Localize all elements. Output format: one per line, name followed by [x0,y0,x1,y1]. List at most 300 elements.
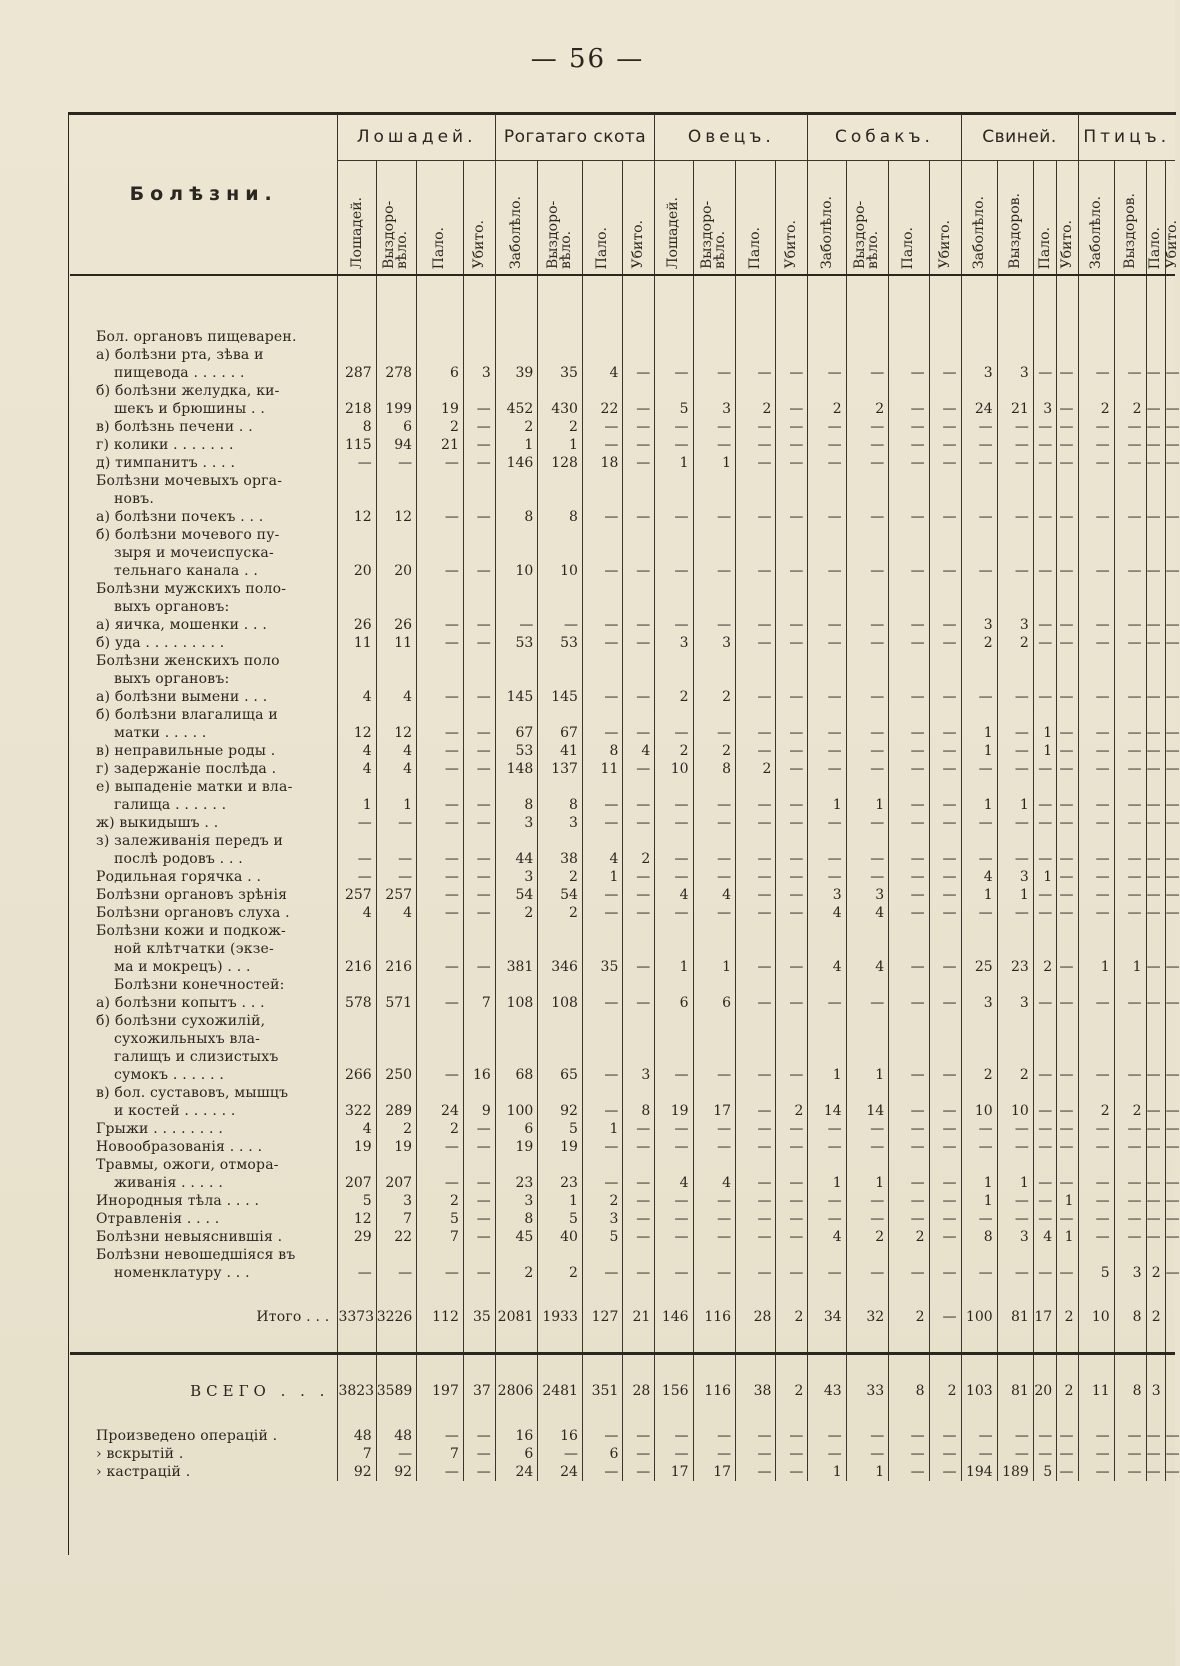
table-cell [463,580,495,598]
column-subheader [889,161,929,276]
table-cell: 3 [808,886,846,904]
table-cell: 65 [538,1066,583,1084]
table-row [70,688,1175,706]
table-cell: 108 [538,994,583,1012]
table-cell: — [736,508,776,526]
table-cell [1114,976,1146,994]
table-cell [961,778,997,796]
table-cell: — [693,1192,736,1210]
table-cell: — [463,562,495,580]
table-cell [1078,544,1114,562]
table-cell [961,832,997,850]
table-cell: — [623,886,655,904]
row-label: Травмы, ожоги, отмора- [96,1157,279,1173]
table-cell [623,922,655,940]
table-cell [538,940,583,958]
table-cell: — [736,1138,776,1156]
table-cell: — [623,868,655,886]
table-cell: — [736,994,776,1012]
table-cell: 14 [846,1102,889,1120]
table-cell: — [1078,634,1114,652]
table-cell [889,1030,929,1048]
table-cell [776,328,808,346]
table-cell [1078,1084,1114,1102]
table-cell: 2 [997,634,1033,652]
table-cell [417,976,464,994]
table-row [70,1192,1175,1210]
table-cell [417,922,464,940]
table-cell: — [1146,1174,1165,1192]
table-cell [623,1246,655,1264]
table-cell: 5 [655,400,693,418]
table-cell: 4 [808,958,846,976]
table-cell [463,382,495,400]
table-cell [338,1030,376,1048]
table-row [70,1012,1175,1030]
table-cell: — [582,562,622,580]
table-cell [495,940,538,958]
table-cell: — [1078,364,1114,382]
table-cell: — [776,1264,808,1282]
table-cell [776,526,808,544]
table-cell: — [997,1264,1033,1282]
table-cell: — [776,1138,808,1156]
table-cell: — [538,616,583,634]
table-cell: 5 [338,1192,376,1210]
table-cell: — [1146,436,1165,454]
row-label: з) залеживанія передъ и [96,833,284,849]
table-cell [1165,652,1175,670]
table-row [70,814,1175,832]
table-cell: — [736,418,776,436]
table-cell [1033,382,1056,400]
table-cell [929,940,961,958]
table-cell: 430 [538,400,583,418]
table-cell: 3589 [376,1354,416,1428]
table-cell [961,526,997,544]
table-cell: — [1057,760,1078,778]
table-cell: — [463,400,495,418]
table-cell [1057,328,1078,346]
table-cell: — [655,904,693,922]
table-cell [1078,670,1114,688]
table-cell: — [1057,958,1078,976]
table-cell [463,346,495,364]
table-cell [655,382,693,400]
table-cell [1033,976,1056,994]
table-cell [417,1030,464,1048]
table-cell [338,1084,376,1102]
table-row [70,1138,1175,1156]
table-cell: 2 [736,400,776,418]
table-cell [846,1012,889,1030]
row-label: г) задержаніе послѣда . [96,761,277,777]
table-cell: — [846,742,889,760]
table-cell: — [1165,455,1180,471]
table-cell [1165,472,1175,490]
table-cell [338,1246,376,1264]
table-cell [1078,940,1114,958]
table-cell [623,598,655,616]
row-label: Болѣзни невыяснившія . [96,1229,283,1245]
table-cell [655,580,693,598]
table-cell: — [1033,760,1056,778]
table-cell: — [693,724,736,742]
table-cell: — [889,814,929,832]
table-cell: — [1057,994,1078,1012]
table-cell [495,1048,538,1066]
table-cell [1057,652,1078,670]
table-cell: — [1165,1193,1180,1209]
table-cell [495,382,538,400]
table-cell [655,670,693,688]
table-cell: — [623,1138,655,1156]
table-cell [1114,1030,1146,1048]
table-cell: — [1165,365,1180,381]
row-label: номенклатуру . . . [114,1265,250,1281]
table-cell [417,832,464,850]
table-cell [1165,1354,1175,1428]
table-cell: 2 [1114,400,1146,418]
table-cell: — [1033,634,1056,652]
table-cell [776,472,808,490]
table-cell [1114,490,1146,508]
table-cell [961,1156,997,1174]
table-cell: 2 [417,1192,464,1210]
table-cell [929,544,961,562]
table-cell: 2 [1078,1102,1114,1120]
table-cell [889,382,929,400]
table-cell [376,1012,416,1030]
table-cell: — [1146,1120,1165,1138]
table-cell [1146,1084,1165,1102]
table-cell [961,544,997,562]
table-cell: — [929,688,961,706]
table-cell [1057,778,1078,796]
spacer-row [70,275,1175,328]
table-cell: 207 [338,1174,376,1192]
table-cell: 3 [693,634,736,652]
table-cell: — [1165,1428,1180,1444]
table-cell: 146 [655,1282,693,1354]
table-cell [776,940,808,958]
column-subheader-label: Лошадей. [348,196,365,269]
table-cell: 35 [538,364,583,382]
table-cell [693,328,736,346]
table-cell: — [693,508,736,526]
table-cell [582,976,622,994]
table-cell: — [1057,850,1078,868]
table-cell [776,382,808,400]
table-cell: — [1146,868,1165,886]
table-cell: — [1114,994,1146,1012]
table-cell [495,832,538,850]
table-cell: — [1057,400,1078,418]
table-cell [582,1084,622,1102]
table-cell [846,976,889,994]
table-cell [736,1048,776,1066]
group-header: Птицъ. [1078,114,1175,161]
table-cell: 278 [376,364,416,382]
table-cell: — [889,994,929,1012]
table-cell: — [1165,1446,1180,1462]
table-cell: 1 [495,436,538,454]
table-cell [693,832,736,850]
table-cell: — [1033,994,1056,1012]
table-cell: — [1114,796,1146,814]
table-cell: — [776,724,808,742]
table-cell: — [1033,688,1056,706]
table-cell: 11 [376,634,416,652]
table-cell [582,1030,622,1048]
table-cell [1078,706,1114,724]
table-row [70,832,1175,850]
table-cell [1078,832,1114,850]
table-cell: 4 [338,742,376,760]
column-subheader-label: Пало. [747,226,764,269]
table-cell: — [929,1445,961,1463]
table-cell: 1933 [538,1282,583,1354]
group-header: Рогатаго скота [495,114,655,161]
table-cell [1165,328,1175,346]
table-cell: — [736,1192,776,1210]
table-cell: 2 [846,1228,889,1246]
row-label: б) уда . . . . . . . . . [96,635,225,651]
table-cell: — [463,868,495,886]
table-cell [623,544,655,562]
table-row [70,904,1175,922]
table-cell [961,1084,997,1102]
table-cell [623,706,655,724]
column-subheader [693,161,736,276]
table-cell: 6 [582,1445,622,1463]
column-subheader [417,161,464,276]
table-cell [808,670,846,688]
table-cell: 53 [538,634,583,652]
table-cell [997,670,1033,688]
table-cell: — [1033,886,1056,904]
table-cell: 1 [655,454,693,472]
table-cell: 10 [1078,1282,1114,1354]
table-cell: — [655,1264,693,1282]
table-cell: — [1057,886,1078,904]
row-label: Болѣзни мочевыхъ орга- [96,473,283,489]
table-cell: — [623,400,655,418]
table-cell: — [889,886,929,904]
table-cell [1078,472,1114,490]
table-cell [808,1012,846,1030]
table-cell: — [736,634,776,652]
table-cell: — [1146,1192,1165,1210]
table-cell: — [1114,508,1146,526]
table-cell [376,1246,416,1264]
table-cell [736,1156,776,1174]
table-cell [808,1048,846,1066]
table-cell: 4 [961,868,997,886]
table-cell: — [808,1210,846,1228]
table-cell: — [961,1445,997,1463]
table-cell [1146,1246,1165,1264]
table-cell: — [623,958,655,976]
table-cell: — [889,616,929,634]
table-cell [889,598,929,616]
table-cell: 257 [338,886,376,904]
table-cell [961,346,997,364]
table-cell: — [623,1463,655,1481]
table-cell: 38 [736,1354,776,1428]
table-cell: 9 [463,1102,495,1120]
table-cell: — [623,1192,655,1210]
table-cell: — [538,1445,583,1463]
table-cell: 2 [417,1120,464,1138]
table-cell [929,598,961,616]
table-cell: 146 [495,454,538,472]
table-cell: — [1114,616,1146,634]
column-subheader [808,161,846,276]
disease-statistics-table [70,114,1180,1481]
table-cell: 11 [1078,1354,1114,1428]
table-cell [417,1156,464,1174]
table-cell [538,670,583,688]
table-cell [495,670,538,688]
table-cell: — [846,850,889,868]
table-cell [846,706,889,724]
table-cell [846,940,889,958]
table-cell: — [846,724,889,742]
table-cell [997,1156,1033,1174]
table-cell: 346 [538,958,583,976]
table-cell: 22 [582,400,622,418]
table-cell: — [1078,688,1114,706]
table-cell [376,1084,416,1102]
table-cell: — [846,688,889,706]
row-label: д) тимпанитъ . . . . [96,455,236,471]
table-cell [655,940,693,958]
table-cell [495,1246,538,1264]
table-cell: 4 [1033,1228,1056,1246]
table-cell: — [1057,1174,1078,1192]
table-cell: 6 [693,994,736,1012]
table-cell: 1 [582,868,622,886]
table-cell: 8 [889,1354,929,1428]
table-cell: 2 [693,742,736,760]
column-subheader [1114,161,1146,276]
table-cell: 2 [1146,1282,1165,1354]
table-cell: — [776,688,808,706]
table-cell: — [808,508,846,526]
table-cell [961,1012,997,1030]
table-cell: 29 [338,1228,376,1246]
table-cell [1114,1048,1146,1066]
table-cell: — [1078,1210,1114,1228]
table-cell [889,706,929,724]
table-cell [655,922,693,940]
table-cell: — [693,1138,736,1156]
table-cell: — [736,436,776,454]
table-cell: — [1114,1210,1146,1228]
table-cell: — [582,508,622,526]
row-label: пищевода . . . . . . [114,365,245,381]
table-cell: — [463,814,495,832]
table-cell [1165,940,1175,958]
table-cell: — [776,796,808,814]
table-cell: — [736,1066,776,1084]
table-row [70,1102,1175,1120]
operations-row [70,1427,1175,1445]
table-cell [1057,382,1078,400]
table-cell: — [808,634,846,652]
table-cell [1114,472,1146,490]
table-cell [376,652,416,670]
table-cell [1057,526,1078,544]
table-cell: — [889,634,929,652]
table-cell: 24 [417,1102,464,1120]
table-cell: — [623,562,655,580]
table-cell [808,1084,846,1102]
table-cell [693,652,736,670]
row-label: Родильная горячка . . [96,869,262,885]
table-cell: — [1114,1138,1146,1156]
table-cell: 2 [846,400,889,418]
table-cell [776,544,808,562]
table-cell: — [463,454,495,472]
table-cell [495,778,538,796]
table-cell [929,472,961,490]
table-cell [538,778,583,796]
table-cell [1146,1156,1165,1174]
row-label: б) болѣзни мочевого пу- [96,527,280,543]
table-cell: 4 [376,904,416,922]
table-cell: — [997,454,1033,472]
table-cell: 19 [338,1138,376,1156]
table-cell: — [1146,904,1165,922]
table-cell [538,382,583,400]
table-cell [582,832,622,850]
table-cell: — [929,1138,961,1156]
table-cell [929,382,961,400]
table-cell: 2 [961,634,997,652]
table-cell: — [1165,815,1180,831]
table-cell: — [1146,850,1165,868]
row-label: выхъ органовъ: [114,599,230,615]
row-label: Болѣзни органовъ слуха . [96,905,290,921]
table-cell: — [693,1066,736,1084]
table-cell: — [1078,562,1114,580]
table-cell: — [929,1210,961,1228]
table-cell: — [846,994,889,1012]
table-cell: — [846,454,889,472]
table-cell: — [655,850,693,868]
table-cell: — [736,796,776,814]
table-cell: 250 [376,1066,416,1084]
table-cell [1078,778,1114,796]
table-cell: 1 [961,1192,997,1210]
table-cell: 81 [997,1282,1033,1354]
table-cell: 287 [338,364,376,382]
table-cell [655,598,693,616]
table-cell [463,976,495,994]
table-cell [1165,1246,1175,1264]
table-cell: 21 [417,436,464,454]
table-row [70,1120,1175,1138]
table-cell [1033,940,1056,958]
column-subheader-label: Убито. [936,220,953,269]
table-cell: 48 [376,1427,416,1445]
table-cell: 1 [846,796,889,814]
table-cell [1078,1012,1114,1030]
table-cell [997,1012,1033,1030]
table-cell: — [1114,454,1146,472]
